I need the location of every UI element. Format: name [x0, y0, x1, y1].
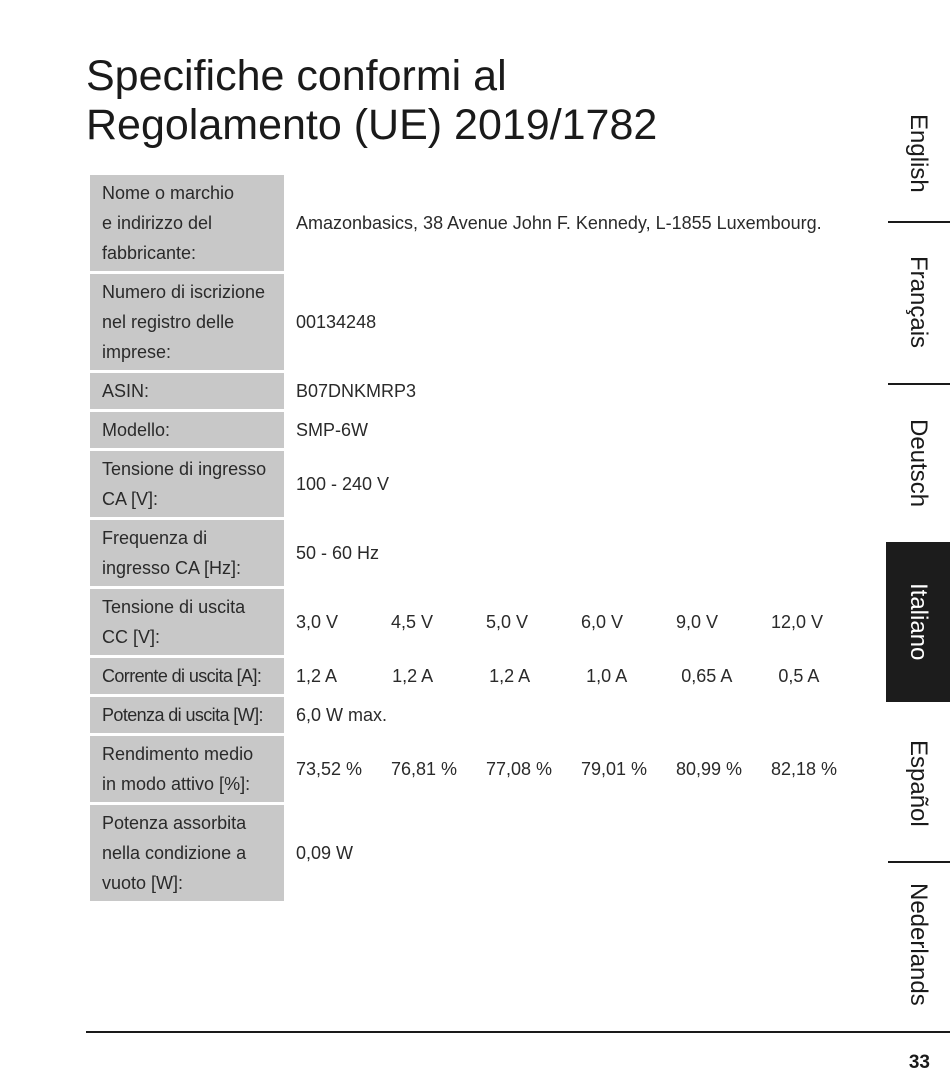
- row-label: [90, 451, 284, 517]
- input-voltage-value: 100 - 240 V: [296, 474, 390, 494]
- table-cell: 73,52 %: [296, 759, 363, 779]
- table-row-output-voltage: [90, 589, 856, 655]
- table-cell: 6,0 V: [581, 612, 624, 632]
- table-cell: 4,5 V: [391, 612, 434, 632]
- table-row-efficiency: [90, 736, 856, 802]
- label-line: nel registro delle: [102, 312, 235, 332]
- row-label: Corrente di uscita [A]:: [90, 658, 284, 694]
- efficiency-values: [286, 736, 856, 802]
- label-line: imprese:: [102, 342, 172, 362]
- label-line: in modo attivo [%]:: [102, 774, 251, 794]
- row-label: ASIN:: [90, 373, 284, 409]
- tab-label: Deutsch: [905, 418, 932, 508]
- title-line-2: Regolamento (UE) 2019/1782: [86, 101, 658, 149]
- table-row-model: [90, 412, 856, 448]
- tab-deutsch[interactable]: [886, 386, 950, 540]
- tab-english[interactable]: [886, 88, 950, 218]
- tab-nederlands[interactable]: [886, 864, 950, 1024]
- table-row-manufacturer: [90, 175, 856, 271]
- row-label: [90, 805, 284, 901]
- table-row-output-current: [90, 658, 856, 694]
- tab-label: Français: [905, 255, 932, 349]
- tab-label: Nederlands: [905, 882, 932, 1006]
- label-line: Rendimento medio: [102, 744, 254, 764]
- label-line: Tensione di uscita: [102, 597, 246, 617]
- label-line: CA [V]:: [102, 489, 159, 509]
- tab-divider: [888, 861, 950, 863]
- table-cell: 1,2 A: [296, 666, 338, 686]
- label-line: fabbricante:: [102, 243, 197, 263]
- input-frequency-value: 50 - 60 Hz: [296, 543, 380, 563]
- label-line: Frequenza di: [102, 528, 208, 548]
- table-row-input-voltage: [90, 451, 856, 517]
- table-cell: 9,0 V: [676, 612, 719, 632]
- tab-divider: [888, 221, 950, 223]
- title-line-1: Specifiche conformi al: [86, 52, 507, 100]
- specifications-table: [88, 172, 858, 904]
- tab-italiano[interactable]: [886, 542, 950, 702]
- output-current-values: [286, 658, 856, 694]
- row-label: [90, 736, 284, 802]
- footer-divider: [86, 1031, 950, 1033]
- manufacturer-value: Amazonbasics, 38 Avenue John F. Kennedy, L-1855 Luxembourg.: [296, 213, 822, 233]
- table-cell: 1,2 A: [489, 666, 531, 686]
- table-row-no-load-power: [90, 805, 856, 901]
- label-line: CC [V]:: [102, 627, 161, 647]
- label-line: e indirizzo del: [102, 213, 213, 233]
- page-number: 33: [908, 1052, 930, 1073]
- row-label: Modello:: [90, 412, 284, 448]
- row-label: Potenza di uscita [W]:: [90, 697, 284, 733]
- tab-espanol[interactable]: [886, 708, 950, 858]
- table-cell: 80,99 %: [676, 759, 743, 779]
- table-cell: 0,5 A: [778, 666, 820, 686]
- registration-value: 00134248: [296, 312, 377, 332]
- table-cell: 79,01 %: [581, 759, 648, 779]
- row-label: [90, 589, 284, 655]
- page-title: [86, 52, 806, 150]
- row-label: [90, 274, 284, 370]
- label-line: Potenza assorbita: [102, 813, 247, 833]
- tab-francais[interactable]: [886, 224, 950, 380]
- label-line: Nome o marchio: [102, 183, 235, 203]
- table-cell: 12,0 V: [771, 612, 824, 632]
- row-label: [90, 175, 284, 271]
- label-line: nella condizione a: [102, 843, 247, 863]
- tab-label: Español: [905, 739, 932, 827]
- label-line: Tensione di ingresso: [102, 459, 267, 479]
- tab-label: Italiano: [905, 583, 932, 661]
- row-label: [90, 520, 284, 586]
- table-cell: 77,08 %: [486, 759, 553, 779]
- tab-label: English: [905, 113, 932, 193]
- table-cell: 76,81 %: [391, 759, 458, 779]
- label-line: vuoto [W]:: [102, 873, 184, 893]
- table-cell: 82,18 %: [771, 759, 838, 779]
- table-cell: 3,0 V: [296, 612, 339, 632]
- table-row-registration: [90, 274, 856, 370]
- output-voltage-values: [286, 589, 856, 655]
- table-cell: 1,0 A: [586, 666, 628, 686]
- label-line: Numero di iscrizione: [102, 282, 266, 302]
- table-cell: 1,2 A: [392, 666, 434, 686]
- output-power-value: 6,0 W max.: [296, 705, 388, 725]
- asin-value: B07DNKMRP3: [296, 381, 417, 401]
- table-row-input-frequency: [90, 520, 856, 586]
- table-row-asin: [90, 373, 856, 409]
- model-value: SMP-6W: [296, 420, 368, 440]
- no-load-power-value: 0,09 W: [296, 843, 354, 863]
- table-cell: 5,0 V: [486, 612, 529, 632]
- label-line: ingresso CA [Hz]:: [102, 558, 242, 578]
- table-cell: 0,65 A: [681, 666, 733, 686]
- table-row-output-power: [90, 697, 856, 733]
- tab-divider: [888, 383, 950, 385]
